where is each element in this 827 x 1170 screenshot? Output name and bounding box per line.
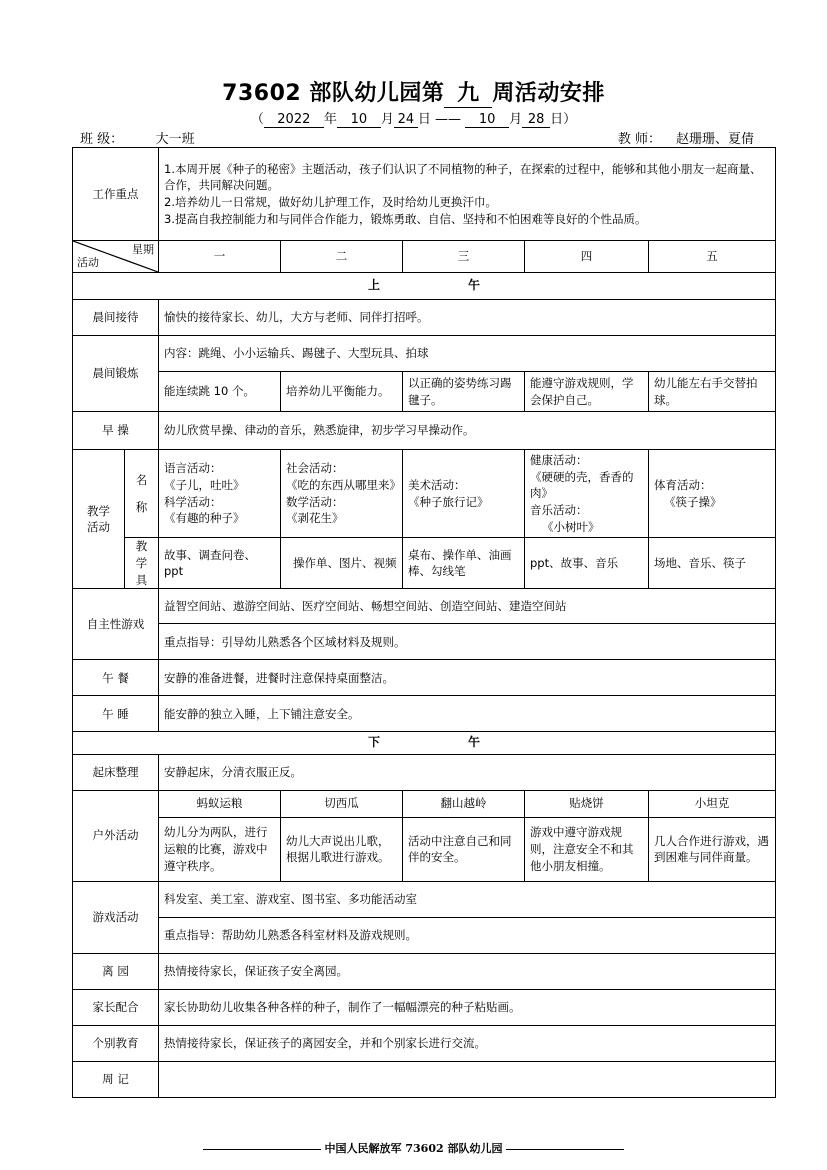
wakeup-label: 起床整理	[73, 754, 159, 790]
outdoor-game-4: 贴烧饼	[525, 790, 649, 817]
footer-text: 中国人民解放军 73602 部队幼儿园	[324, 1142, 503, 1155]
exercise-content: 内容：跳绳、小小运输兵、踢毽子、大型玩具、拍球	[159, 336, 776, 372]
games-guidance: 重点指导：帮助幼儿熟悉各科室材料及游戏规则。	[159, 917, 776, 953]
lunch-row	[73, 660, 776, 696]
exercise-day-2: 培养幼儿平衡能力。	[281, 372, 403, 412]
outdoor-note-4: 游戏中遵守游戏规则，注意安全不和其他小朋友相撞。	[525, 817, 649, 881]
teaching-tool-5: 场地、音乐、筷子	[649, 538, 776, 589]
leave-row	[73, 953, 776, 989]
outdoor-game-1: 蚂蚁运粮	[159, 790, 281, 817]
header-row	[73, 241, 776, 273]
outdoor-note-2: 幼儿大声说出儿歌，根据儿歌进行游戏。	[281, 817, 403, 881]
afternoon-section-row	[73, 732, 776, 754]
footer-rule-right	[506, 1149, 624, 1150]
outdoor-label: 户外活动	[73, 790, 159, 881]
start-day: 24	[394, 112, 418, 128]
teaching-name-5: 体育活动： 《筷子操》	[649, 450, 776, 538]
exercise-days-row	[73, 372, 776, 412]
notes-label: 周 记	[73, 1061, 159, 1097]
class-value: 大一班	[123, 128, 227, 148]
exercise-label: 晨间锻炼	[73, 336, 159, 412]
year: 2022	[264, 112, 324, 128]
teacher-info: 教 师： 赵珊珊、夏倩	[618, 128, 769, 148]
header-week-label: 星期	[132, 243, 154, 256]
nap-label: 午 睡	[73, 696, 159, 732]
parents-text: 家长协助幼儿收集各种各样的种子，制作了一幅幅漂亮的种子粘贴画。	[159, 989, 776, 1025]
teaching-name-label: 名 称	[125, 450, 159, 538]
nap-text: 能安静的独立入睡，上下铺注意安全。	[159, 696, 776, 732]
teaching-name-2: 社会活动： 《吃的东西从哪里来》 数学活动： 《剥花生》	[281, 450, 403, 538]
wakeup-row	[73, 754, 776, 790]
outdoor-game-2: 切西瓜	[281, 790, 403, 817]
games-rooms: 科发室、美工室、游戏室、图书室、多功能活动室	[159, 881, 776, 917]
footer-rule-left	[203, 1149, 321, 1150]
parents-row	[73, 989, 776, 1025]
teacher-value: 赵珊珊、夏倩	[661, 128, 769, 148]
individual-label: 个别教育	[73, 1025, 159, 1061]
day-wednesday: 三	[403, 241, 525, 273]
teaching-tool-2: 操作单、图片、视频	[281, 538, 403, 589]
free-play-row-2	[73, 624, 776, 660]
footer	[0, 1140, 827, 1156]
games-row-2	[73, 917, 776, 953]
leave-text: 热情接待家长，保证孩子安全离园。	[159, 953, 776, 989]
nap-row	[73, 696, 776, 732]
title-prefix: 73602 部队幼儿园第	[222, 81, 445, 106]
teaching-names-row	[73, 450, 776, 538]
lunch-label: 午 餐	[73, 660, 159, 696]
outdoor-game-3: 翻山越岭	[403, 790, 525, 817]
exercise-day-3: 以正确的姿势练习踢毽子。	[403, 372, 525, 412]
teaching-tools-row	[73, 538, 776, 589]
free-play-label: 自主性游戏	[73, 589, 159, 660]
outdoor-note-3: 活动中注意自己和同伴的安全。	[403, 817, 525, 881]
week-number: 九	[444, 76, 492, 108]
notes-row	[73, 1061, 776, 1097]
exercise-day-5: 幼儿能左右手交替拍球。	[649, 372, 776, 412]
end-day: 28	[522, 112, 550, 128]
individual-text: 热情接待家长，保证孩子的离园安全，并和个别家长进行交流。	[159, 1025, 776, 1061]
teaching-name-1: 语言活动： 《子儿，吐吐》 科学活动： 《有趣的种子》	[159, 450, 281, 538]
reception-row	[73, 300, 776, 336]
leave-label: 离 园	[73, 953, 159, 989]
focus-row	[73, 148, 776, 241]
focus-label: 工作重点	[73, 148, 159, 241]
games-row-1	[73, 881, 776, 917]
focus-content: 1.本周开展《种子的秘密》主题活动，孩子们认识了不同植物的种子，在探索的过程中，能够和其他小朋友一起商量、合作，共同解决问题。 2.培养幼儿一日常规，做好幼儿护理工作，及时给幼儿更换汗巾。 3.提高自我控制能力和与同伴合作能力，锻炼勇敢、自信、坚持和不怕困难等良好的个性品质。	[159, 148, 776, 241]
class-info: 班 级： 大一班	[80, 128, 227, 148]
morning-section-row	[73, 273, 776, 300]
free-play-areas: 益智空间站、遨游空间站、医疗空间站、畅想空间站、创造空间站、建造空间站	[159, 589, 776, 624]
teaching-label: 教学 活动	[73, 450, 125, 589]
teaching-name-3: 美术活动： 《种子旅行记》	[403, 450, 525, 538]
diagonal-header	[73, 241, 159, 273]
outdoor-game-5: 小坦克	[649, 790, 776, 817]
day-monday: 一	[159, 241, 281, 273]
outdoor-note-5: 几人合作进行游戏，遇到困难与同伴商量。	[649, 817, 776, 881]
teaching-tool-label: 教 学 具	[125, 538, 159, 589]
morning-exercise-label: 早 操	[73, 412, 159, 450]
free-play-guidance: 重点指导：引导幼儿熟悉各个区域材料及规则。	[159, 624, 776, 660]
parents-label: 家长配合	[73, 989, 159, 1025]
exercise-day-1: 能连续跳 10 个。	[159, 372, 281, 412]
header-activity-label: 活动	[77, 256, 99, 270]
date-range: （ 2022 年 10 月 24 日 —— 10 月 28 日）	[250, 112, 577, 127]
afternoon-section: 下 午	[73, 732, 776, 754]
outdoor-note-1: 幼儿分为两队，进行运粮的比赛，游戏中遵守秩序。	[159, 817, 281, 881]
games-label: 游戏活动	[73, 881, 159, 953]
free-play-row-1	[73, 589, 776, 624]
schedule-table	[72, 147, 776, 1098]
day-thursday: 四	[525, 241, 649, 273]
wakeup-text: 安静起床，分清衣服正反。	[159, 754, 776, 790]
morning-exercise-text: 幼儿欣赏早操、律动的音乐，熟悉旋律，初步学习早操动作。	[159, 412, 776, 450]
reception-label: 晨间接待	[73, 300, 159, 336]
exercise-day-4: 能遵守游戏规则，学会保护自己。	[525, 372, 649, 412]
individual-row	[73, 1025, 776, 1061]
teaching-tool-1: 故事、调查问卷、ppt	[159, 538, 281, 589]
lunch-text: 安静的准备进餐，进餐时注意保持桌面整洁。	[159, 660, 776, 696]
morning-section: 上 午	[73, 273, 776, 300]
teaching-tool-3: 桌布、操作单、油画棒、勾线笔	[403, 538, 525, 589]
day-friday: 五	[649, 241, 776, 273]
teaching-tool-4: ppt、故事、音乐	[525, 538, 649, 589]
outdoor-notes-row	[73, 817, 776, 881]
reception-text: 愉快的接待家长、幼儿，大方与老师、同伴打招呼。	[159, 300, 776, 336]
start-month: 10	[337, 112, 381, 128]
page-title	[0, 76, 827, 108]
outdoor-games-row	[73, 790, 776, 817]
end-month: 10	[465, 112, 509, 128]
morning-exercise-row	[73, 412, 776, 450]
day-tuesday: 二	[281, 241, 403, 273]
title-suffix: 周活动安排	[492, 81, 605, 106]
exercise-content-row	[73, 336, 776, 372]
teaching-name-4: 健康活动： 《硬硬的壳，香香的肉》 音乐活动： 《小树叶》	[525, 450, 649, 538]
notes-content	[159, 1061, 776, 1097]
